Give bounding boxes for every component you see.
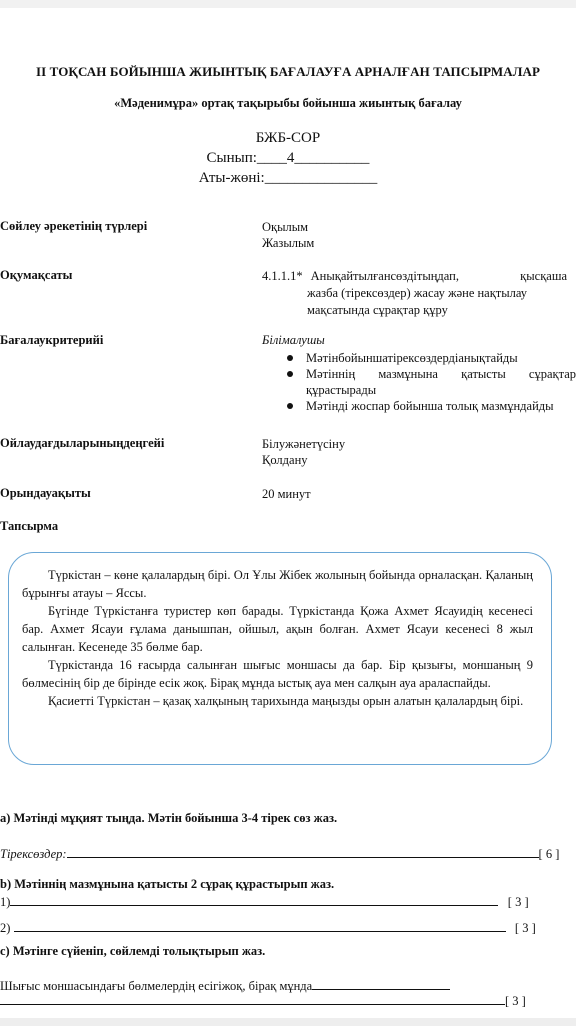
criteria-item: Мәтіннің мазмұнына қатысты сұрақтар құрастырады — [262, 366, 576, 398]
task-heading: Тапсырма — [0, 519, 59, 533]
passage-paragraph: Түркістанда 16 ғасырда салынған шығыс моншасы да бар. Бір қызығы, моншаның 9 бөлмесінің бір де бірінде есік жоқ. Бірақ мұнда ыстық ауа мен салқын ауа араласпайды. — [22, 658, 533, 690]
name-line: Аты-жөні:_______________ — [198, 170, 378, 186]
criteria-item: Мәтінбойыншатірексөздердіанықтайды — [262, 350, 576, 366]
criteria-list — [262, 350, 576, 414]
bottom-margin-strip — [0, 1018, 576, 1026]
question-c-sentence: Шығыс моншасындағы бөлмелердің есігіжоқ, бірақ мұнда — [0, 979, 313, 993]
thinking-level-2: Қолдану — [262, 453, 308, 467]
speech-types-label: Сөйлеу әрекетінің түрлері — [0, 219, 148, 233]
question-b1-number: 1) — [0, 895, 11, 909]
objective-text-line1: Анықайтылғансөздітыңдап, қысқаша — [310, 269, 567, 283]
class-line: Сынып:____4__________ — [206, 150, 370, 166]
thinking-level-1: Білужәнетүсіну — [262, 437, 346, 451]
score-b2: [ 3 ] — [514, 921, 536, 935]
criteria-label: Бағалаукритерийі — [0, 333, 104, 347]
speech-type-writing: Жазылым — [262, 236, 315, 250]
top-margin-strip — [0, 0, 576, 8]
assessment-code: БЖБ-СОР — [255, 130, 321, 146]
answer-line-keywords[interactable] — [67, 845, 539, 858]
question-b: b) Мәтіннің мазмұнына қатысты 2 сұрақ құрастырып жаз. — [0, 877, 335, 891]
objective-value — [262, 268, 567, 319]
objective-label: Оқумақсаты — [0, 268, 73, 282]
criteria-head: Білімалушы — [262, 333, 325, 347]
score-b1: [ 3 ] — [507, 895, 529, 909]
answer-line-b1[interactable] — [10, 893, 498, 906]
question-b1-row — [0, 893, 529, 910]
answer-line-c1[interactable] — [312, 977, 450, 990]
answer-line-c2[interactable] — [0, 992, 505, 1005]
passage-paragraph: Бүгінде Түркістанға туристер көп барады. Түркістанда Қожа Ахмет Ясауидің кесенесі бар. Ахмет Ясауи ғұлама данышпан, ойшыл, ақын болған. Ахмет Ясауи кесенесі 8 жыл салынған. Кесенеде 35 бөлме бар. — [22, 604, 533, 654]
speech-type-reading: Оқылым — [262, 220, 309, 234]
question-b2-number: 2) — [0, 921, 11, 935]
objective-code: 4.1.1.1* — [262, 269, 303, 283]
criteria-item: Мәтінді жоспар бойынша толық мазмұндайды — [262, 398, 576, 414]
objective-text-line3: мақсатында сұрақтар құру — [307, 303, 448, 317]
question-a: а) Мәтінді мұқият тыңда. Мәтін бойынша 3-4 тірек сөз жаз. — [0, 811, 338, 825]
time-value: 20 минут — [262, 487, 311, 501]
question-c: c) Мәтінге сүйеніп, сөйлемді толықтырып жаз. — [0, 944, 266, 958]
passage-paragraph: Түркістан – көне қалалардың бірі. Ол Ұлы Жібек жолының бойында орналасқан. Қаланың бұрынғы атауы – Яссы. — [22, 568, 533, 600]
question-a-answer-row — [0, 845, 559, 862]
objective-text-line2: жазба (тірексөздер) жасау және нақтылау — [307, 286, 528, 300]
page-subtitle: «Мәденимұра» ортақ тақырыбы бойынша жиынтық бағалау — [114, 96, 462, 110]
thinking-level-label: Ойлаудағдыларыныңдеңгейі — [0, 436, 165, 450]
keywords-prompt: Тірексөздер: — [0, 847, 67, 861]
score-a: [ 6 ] — [538, 847, 560, 861]
page-title: ІІ ТОҚСАН БОЙЫНША ЖИЫНТЫҚ БАҒАЛАУҒА АРНАЛҒАН ТАПСЫРМАЛАР — [35, 64, 541, 79]
passage-text — [22, 566, 533, 710]
question-c-line-row — [0, 992, 526, 1009]
speech-types-values — [262, 219, 314, 251]
passage-paragraph: Қасиетті Түркістан – қазақ халқының тарихында маңызды орын алатын қалалардың бірі. — [48, 694, 524, 708]
time-label: Орындауақыты — [0, 486, 91, 500]
thinking-level-values — [262, 436, 345, 468]
score-c: [ 3 ] — [505, 994, 526, 1008]
question-b2-row — [0, 919, 536, 936]
answer-line-b2[interactable] — [14, 919, 506, 932]
